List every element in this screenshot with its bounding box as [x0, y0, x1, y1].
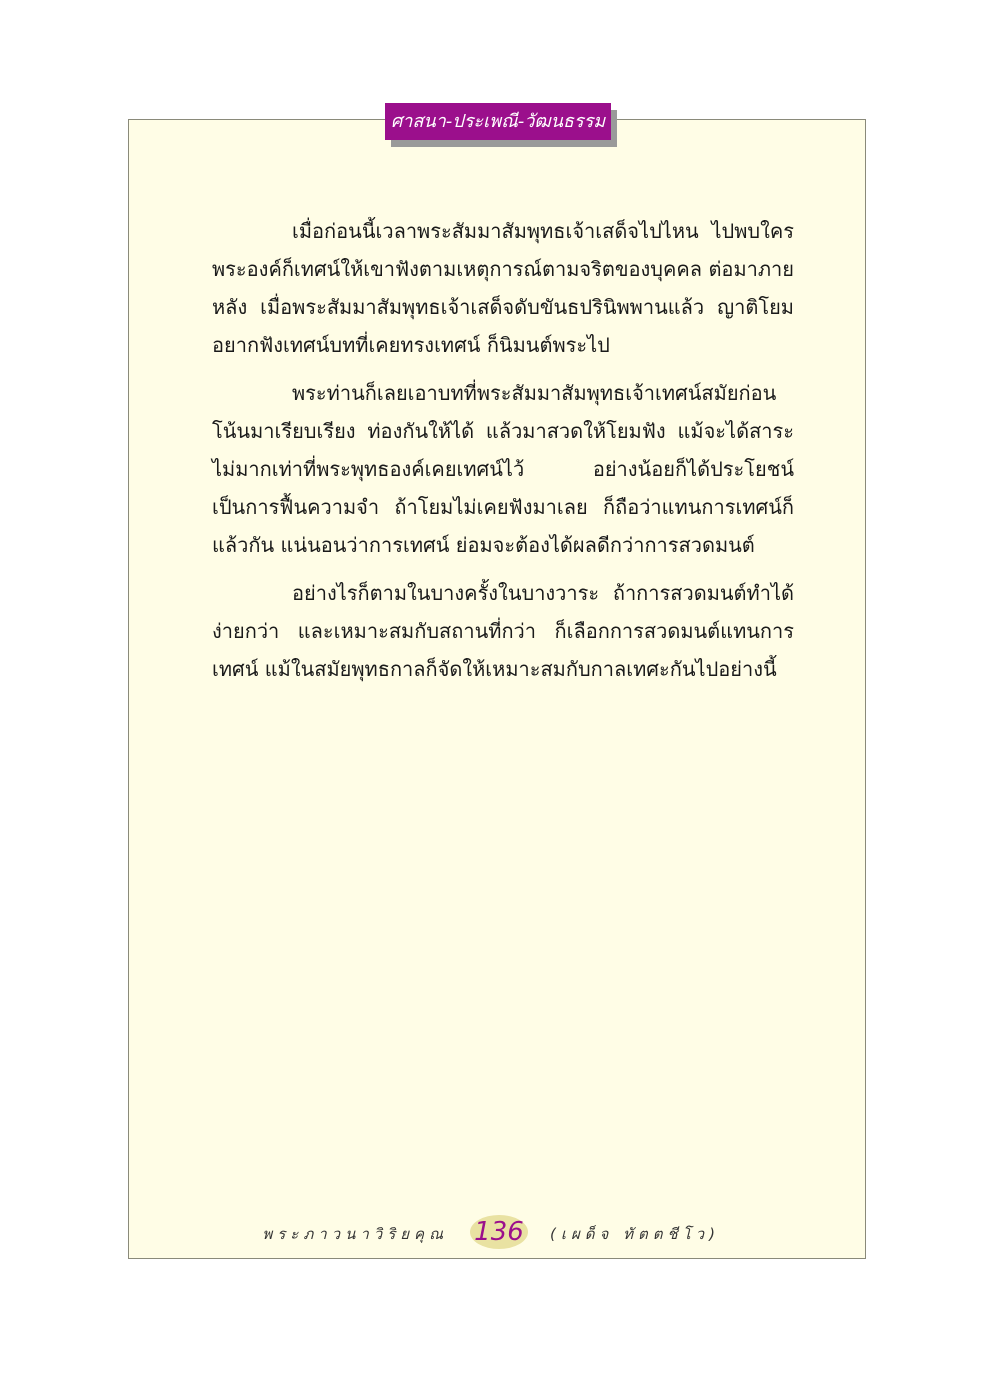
paragraph-3: อย่างไรก็ตามในบางครั้งในบางวาระ ถ้าการสวดมนต์ทำได้ง่ายกว่า และเหมาะสมกับสถานที่กว่า ก็เลือกการสวดมนต์แทนการเทศน์ แม้ในสมัยพุทธกาลก็จัดให้เหมาะสมกับกาลเทศะกันไปอย่างนี้ [212, 581, 794, 681]
article-body [212, 212, 794, 698]
footer-book-title: พระภาวนาวิริยคุณ [262, 1225, 448, 1243]
section-tag: ศาสนา-ประเพณี-วัฒนธรรม [385, 103, 611, 140]
page-number: 136 [474, 1217, 524, 1247]
paragraph-1: เมื่อก่อนนี้เวลาพระสัมมาสัมพุทธเจ้าเสด็จไปไหน ไปพบใคร พระองค์ก็เทศน์ให้เขาฟังตามเหตุการณ์ตามจริตของบุคคล ต่อมาภายหลัง เมื่อพระสัมมาสัมพุทธเจ้าเสด็จดับขันธปรินิพพานแล้ว ญาติโยมอยากฟังเทศน์บทที่เคยทรงเทศน์ ก็นิมนต์พระไป [212, 219, 794, 357]
page-footer [0, 1212, 1000, 1252]
footer-author: (เผด็จ ทัตตชีโว) [550, 1225, 720, 1243]
paragraph-2: พระท่านก็เลยเอาบทที่พระสัมมาสัมพุทธเจ้าเทศน์สมัยก่อนโน้นมาเรียบเรียง ท่องกันให้ได้ แล้วมาสวดให้โยมฟัง แม้จะได้สาระไม่มากเท่าที่พระพุทธองค์เคยเทศน์ไว้ อย่างน้อยก็ได้ประโยชน์เป็นการฟื้นความจำ ถ้าโยมไม่เคยฟังมาเลย ก็ถือว่าแทนการเทศน์ก็แล้วกัน แน่นอนว่าการเทศน์ ย่อมจะต้องได้ผลดีกว่าการสวดมนต์ [212, 381, 794, 557]
